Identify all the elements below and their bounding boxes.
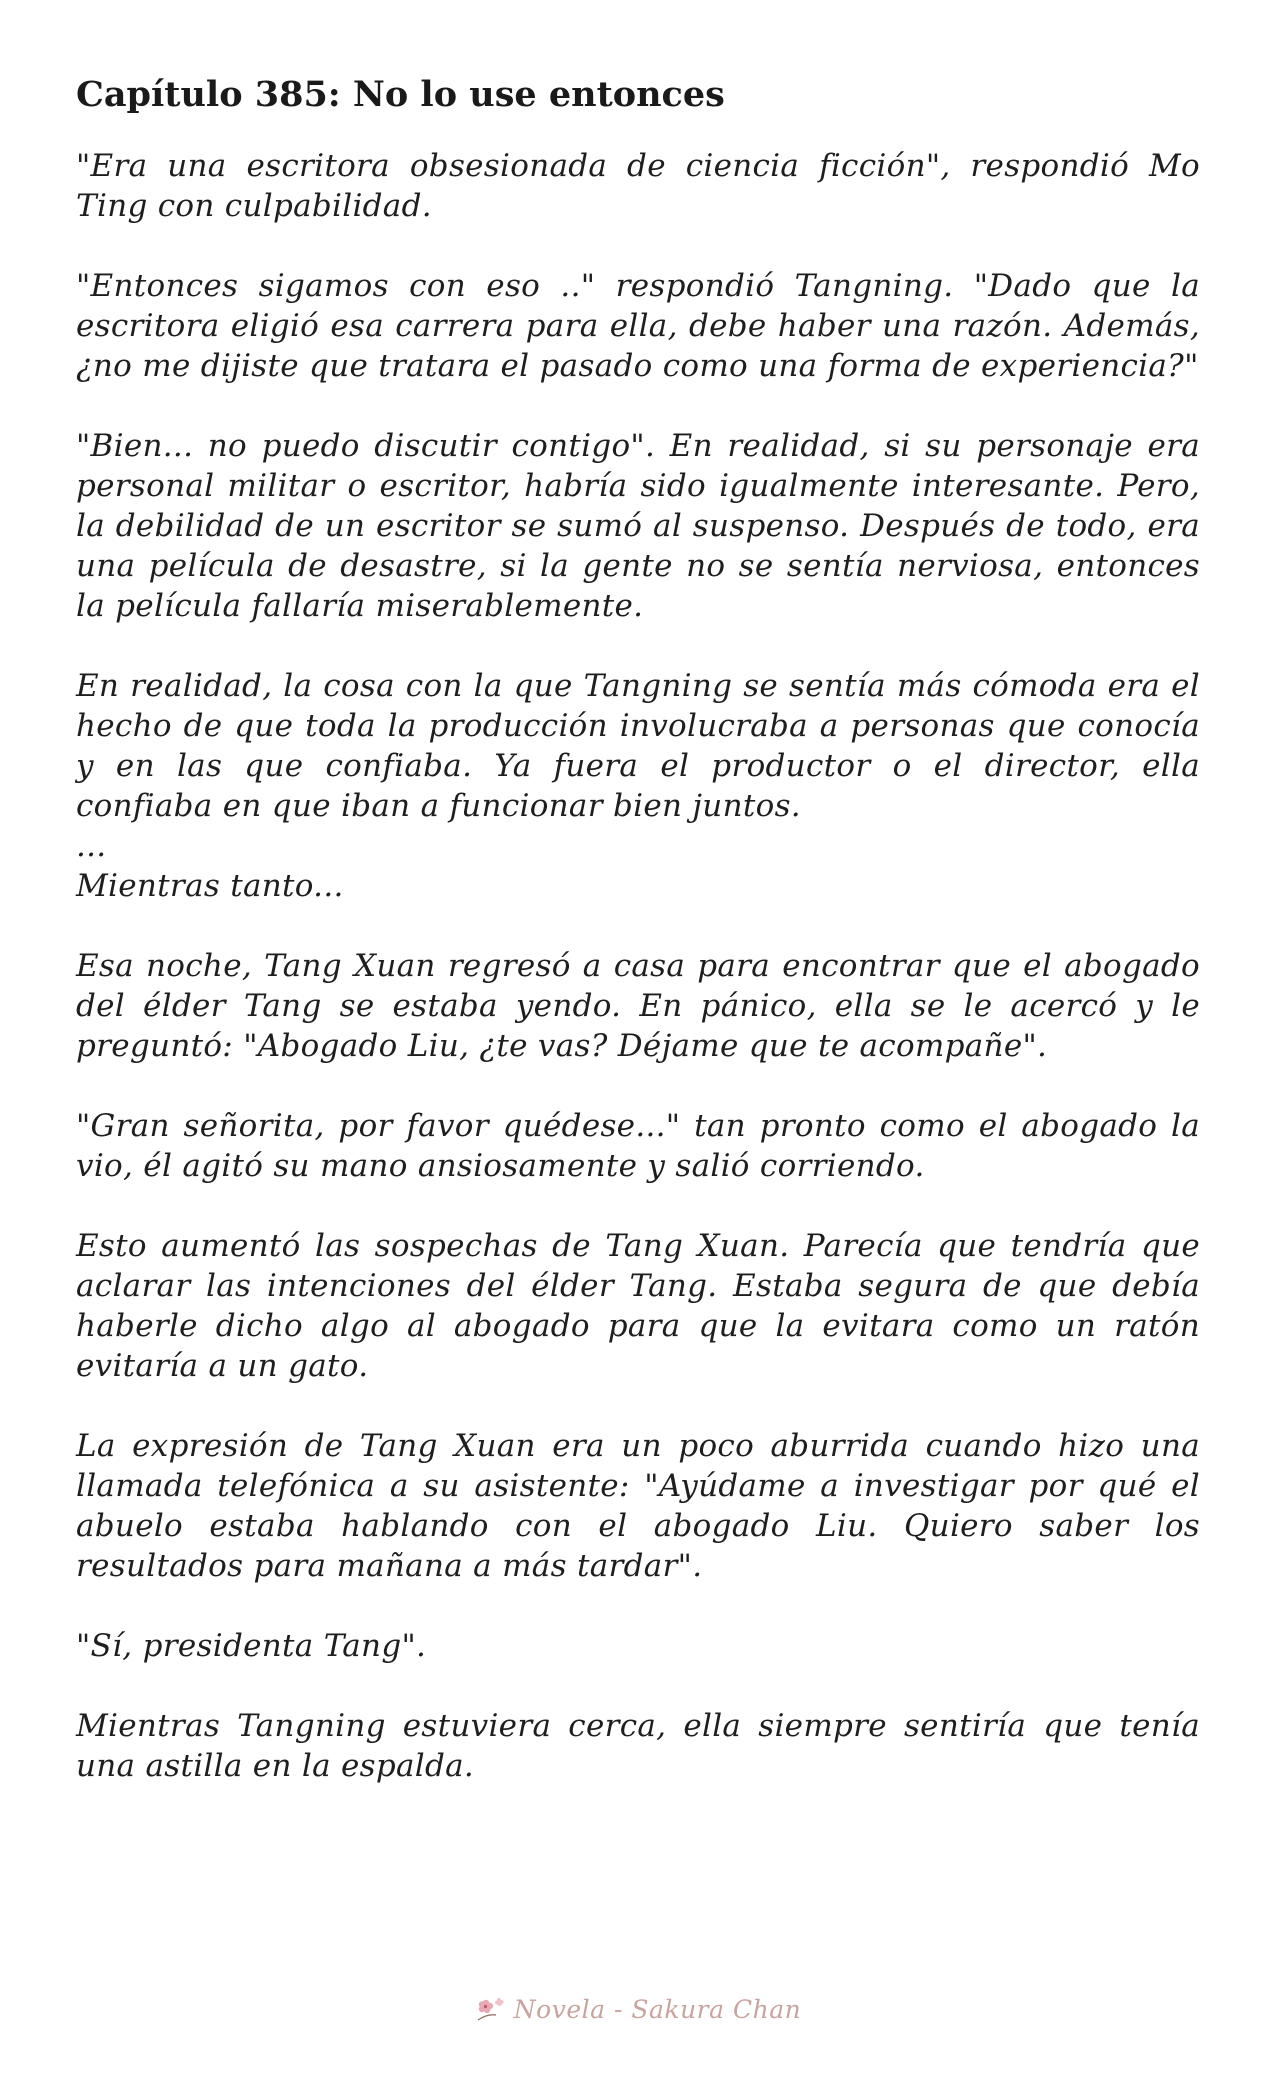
paragraph: Esa noche, Tang Xuan regresó a casa para encontrar que el abogado del élder Tang se estaba yendo. En pánico, ella se le acercó y le preguntó: "Abogado Liu, ¿te vas? Déjame que te acompañe". [76,948,1200,1064]
paragraph: Mientras tanto... [76,868,344,904]
paragraph: En realidad, la cosa con la que Tangning se sentía más cómoda era el hecho de que toda la producción involucraba a personas que conocía y en las que confiaba. Ya fuera el productor o el director, ella confiaba en que iban a funcionar bien juntos. [76,668,1200,824]
paragraph: "Sí, presidenta Tang". [76,1628,427,1664]
chapter-title: Capítulo 385: No lo use entonces [76,74,725,115]
paragraph: "Gran señorita, por favor quédese..." tan pronto como el abogado la vio, él agitó su mano ansiosamente y salió corriendo. [76,1108,1200,1184]
paragraph: Mientras Tangning estuviera cerca, ella siempre sentiría que tenía una astilla en la espalda. [76,1708,1200,1784]
scene-break: ... [76,828,107,864]
paragraph: "Entonces sigamos con eso .." respondió Tangning. "Dado que la escritora eligió esa carrera para ella, debe haber una razón. Además, ¿no me dijiste que tratara el pasado como una forma de experiencia?" [76,268,1200,384]
footer-watermark [0,1994,1275,2024]
chapter-page [76,70,1200,1826]
paragraph: "Bien... no puedo discutir contigo". En realidad, si su personaje era personal militar o escritor, habría sido igualmente interesante. Pero, la debilidad de un escritor se sumó al suspenso. Después de todo, era una película de desastre, si la gente no se sentía nerviosa, entonces la película fallaría miserablemente. [76,428,1200,624]
footer-text: Novela - Sakura Chan [513,1994,802,2024]
paragraph: "Era una escritora obsesionada de ciencia ficción", respondió Mo Ting con culpabilidad. [76,148,1200,224]
paragraph: La expresión de Tang Xuan era un poco aburrida cuando hizo una llamada telefónica a su asistente: "Ayúdame a investigar por qué el abuelo estaba hablando con el abogado Liu. Quiero saber los resultados para mañana a más tardar". [76,1428,1200,1584]
sakura-flower-icon [474,1994,508,2024]
paragraph: Esto aumentó las sospechas de Tang Xuan. Parecía que tendría que aclarar las intenciones del élder Tang. Estaba segura de que debía haberle dicho algo al abogado para que la evitara como un ratón evitaría a un gato. [76,1228,1200,1384]
